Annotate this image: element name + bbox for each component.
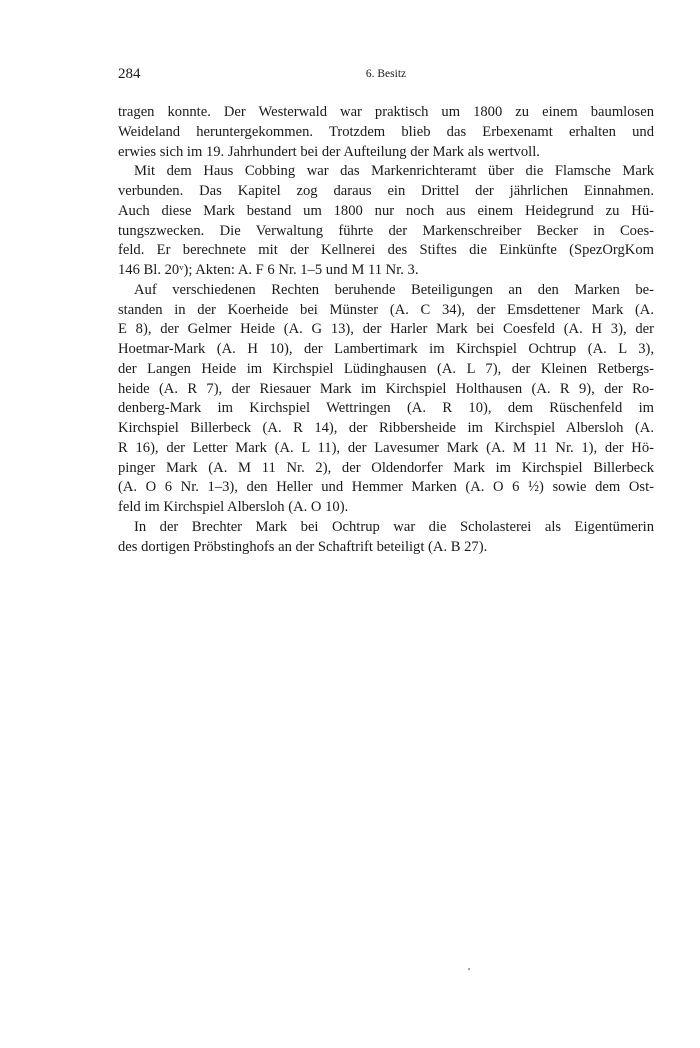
text-line: In der Brechter Mark bei Ochtrup war die Scholasterei als Eigentümerin [134,518,654,535]
page-header [118,63,654,85]
text-line: des dortigen Pröbstinghofs an der Schaftrift beteiligt (A. B 27). [118,538,488,555]
text-line: Hoetmar-Mark (A. H 10), der Lambertimark im Kirchspiel Ochtrup (A. L 3), [118,341,654,357]
page-number: 284 [118,66,141,82]
text-line: 146 Bl. 20ᵛ); Akten: A. F 6 Nr. 1–5 und M 11 Nr. 3. [118,262,419,278]
text-line: denberg-Mark im Kirchspiel Wettringen (A. R 10), dem Rüschenfeld im [118,400,654,417]
text-line: standen in der Koerheide bei Münster (A. C 34), der Emsdettener Mark (A. [118,301,654,318]
text-line: Weideland heruntergekommen. Trotzdem blieb das Erbexenamt erhalten und [118,123,654,140]
text-line: tungszwecken. Die Verwaltung führte der Markenschreiber Becker in Coes- [118,222,654,239]
text-line: pinger Mark (A. M 11 Nr. 2), der Oldendorfer Mark im Kirchspiel Billerbeck [118,459,654,476]
running-head: 6. Besitz [365,68,407,80]
text-line: erwies sich im 19. Jahrhundert bei der Aufteilung der Mark als wertvoll. [118,143,540,160]
text-line: verbunden. Das Kapitel zog daraus ein Drittel der jährlichen Einnahmen. [118,183,654,199]
text-line: (A. O 6 Nr. 1–3), den Heller und Hemmer Marken (A. O 6 ½) sowie dem Ost- [118,479,654,496]
body-text [118,103,654,557]
text-line: Kirchspiel Billerbeck (A. R 14), der Ribbersheide im Kirchspiel Albersloh (A. [118,420,654,436]
text-line: E 8), der Gelmer Heide (A. G 13), der Harler Mark bei Coesfeld (A. H 3), der [118,321,654,338]
text-line: Mit dem Haus Cobbing war das Markenrichteramt über die Flamsche Mark [134,163,654,180]
text-line: Auf verschiedenen Rechten beruhende Beteiligungen an den Marken be- [134,281,654,298]
text-line: tragen konnte. Der Westerwald war praktisch um 1800 zu einem baumlosen [118,104,654,120]
text-line: R 16), der Letter Mark (A. L 11), der Lavesumer Mark (A. M 11 Nr. 1), der Hö- [118,439,654,456]
scan-speck [468,968,470,970]
text-line: feld. Er berechnete mit der Kellnerei des Stiftes die Einkünfte (SpezOrgKom [118,242,654,259]
text-line: Auch diese Mark bestand um 1800 nur noch aus einem Heidegrund zu Hü- [118,202,654,219]
text-line: feld im Kirchspiel Albersloh (A. O 10). [118,499,349,515]
text-line: heide (A. R 7), der Riesauer Mark im Kirchspiel Holthausen (A. R 9), der Ro- [118,380,654,397]
text-line: der Langen Heide im Kirchspiel Lüdinghausen (A. L 7), der Kleinen Retbergs- [118,360,654,377]
